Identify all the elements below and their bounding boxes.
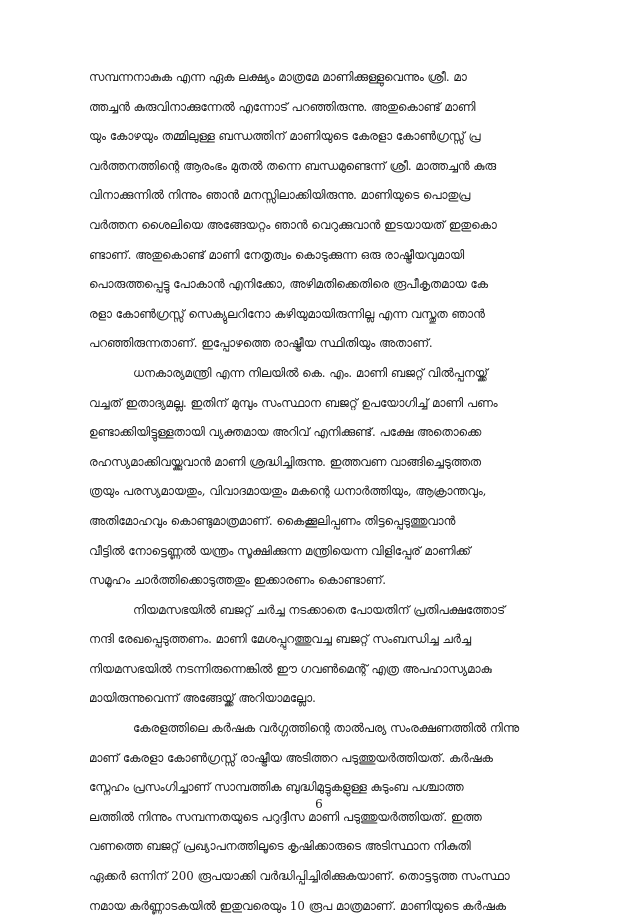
text-line: രഹസ്യമാക്കിവയ്ക്കുവാൻ മാണി ശ്രദ്ധിച്ചിരുന്നു. ഇത്തവണ വാങ്ങിച്ചെടുത്തത: [89, 454, 481, 469]
text-line: യും കോഴയും തമ്മിലുള്ള ബന്ധത്തിന് മാണിയുടെ കേരളാ കോൺഗ്രസ്സ് പ്ര: [89, 129, 481, 144]
text-line: സമ്പന്നനാകുക എന്ന ഏക ലക്ഷ്യം മാത്രമേ മാണിക്കുള്ളുവെന്നും ശ്രീ. മാ: [89, 70, 467, 84]
text-line: നിയമസഭയിൽ ബജറ്റ് ചർച്ച നടക്കാതെ പോയതിന് പ്രതിപക്ഷത്തോട്: [133, 602, 506, 617]
text-line: നന്ദി രേഖപ്പെടുത്തണം. മാണി മേശപ്പുറത്തുവച്ച ബജറ്റ് സംബന്ധിച്ച ചർച്ച: [89, 632, 471, 647]
text-line: വണത്തെ ബജറ്റ് പ്രഖ്യാപനത്തിലൂടെ കൃഷിക്കാരുടെ അടിസ്ഥാന നികുതി: [89, 839, 471, 854]
text-line: സ്നേഹം പ്രസംഗിച്ചാണ് സാമ്പത്തിക ബുദ്ധിമുട്ടുകളുള്ള കുടുംബ പശ്ചാത്ത: [89, 780, 464, 795]
text-line: നിയമസഭയിൽ നടന്നിരുന്നെങ്കിൽ ഈ ഗവൺമെന്റ് എത്ര അപഹാസ്യമാകു: [89, 661, 492, 676]
text-line: ത്രയും പരസ്യമായതും, വിവാദമായതും മകന്റെ ധനാർത്തിയും, ആക്രാന്തവും,: [89, 484, 487, 499]
text-line: ഏക്കർ ഒന്നിന് 200 രൂപയാക്കി വർദ്ധിപ്പിച്ചിരിക്കുകയാണ്. തൊട്ടടുത്ത സംസ്ഥാ: [89, 869, 510, 884]
text-line: ണ്ടാണ്. അതുകൊണ്ട് മാണി നേതൃത്വം കൊടുക്കുന്ന ഒരു രാഷ്ട്രീയവുമായി: [89, 247, 465, 262]
text-line: പറഞ്ഞിരുന്നതാണ്. ഇപ്പോഴത്തെ രാഷ്ട്രീയ സ്ഥിതിയും അതാണ്.: [89, 336, 433, 351]
text-line: രളാ കോൺഗ്രസ്സ് സെക്യുലറിനോ കഴിയുമായിരുന്നില്ല എന്ന വസ്തുത ഞാൻ: [89, 306, 485, 321]
text-line: വിനാക്കുന്നിൽ നിന്നും ഞാൻ മനസ്സിലാക്കിയിരുന്നു. മാണിയുടെ പൊതുപ്ര: [89, 188, 471, 203]
text-line: ഉണ്ടാക്കിയിട്ടുള്ളതായി വ്യക്തമായ അറിവ് എനിക്കുണ്ട്. പക്ഷേ അതൊക്കെ: [89, 425, 482, 440]
text-line: അതിമോഹവും കൊണ്ടുമാത്രമാണ്. കൈക്കൂലിപ്പണം തിട്ടപ്പെടുത്തുവാൻ: [89, 513, 456, 528]
text-line: ലത്തിൽ നിന്നും സമ്പന്നതയുടെ പറുദ്ദീസ മാണി പടുത്തുയർത്തിയത്. ഇത്ത: [89, 809, 482, 824]
text-line: പൊരുത്തപ്പെട്ടു പോകാൻ എനിക്കോ, അഴിമതിക്കെതിരെ രൂപീകൃതമായ കേ: [89, 277, 488, 292]
text-line: ധനകാര്യമന്ത്രി എന്ന നിലയിൽ കെ. എം. മാണി ബജറ്റ് വിൽപ്പനയ്ക്ക്: [133, 365, 488, 380]
text-line: മായിരുന്നുവെന്ന് അങ്ങേയ്ക്ക് അറിയാമല്ലോ.: [89, 691, 316, 706]
text-line: കേരളത്തിലെ കർഷക വർഗ്ഗത്തിന്റെ താൽപര്യ സംരക്ഷണത്തിൽ നിന്നു: [133, 721, 519, 736]
text-line: സമൂഹം ചാർത്തിക്കൊടുത്തതും ഇക്കാരണം കൊണ്ടാണ്.: [89, 573, 387, 588]
page-number: 6: [315, 797, 323, 811]
body-text: [89, 63, 552, 921]
text-line: നമായ കർണ്ണാടകയിൽ ഇതുവരെയും 10 രൂപ മാത്രമാണ്. മാണിയുടെ കർഷക: [89, 898, 506, 913]
text-line: ത്തച്ചൻ കുരുവിനാക്കുന്നേൽ എന്നോട് പറഞ്ഞിരുന്നു. അതുകൊണ്ട് മാണി: [89, 99, 476, 114]
text-line: മാണ് കേരളാ കോൺഗ്രസ്സ് രാഷ്ട്രീയ അടിത്തറ പടുത്തുയർത്തിയത്. കർഷക: [89, 750, 493, 765]
text-line: വീട്ടിൽ നോട്ടെണ്ണൽ യന്ത്രം സൂക്ഷിക്കുന്ന മന്ത്രിയെന്ന വിളിപ്പേര് മാണിക്ക്: [89, 543, 471, 558]
text-line: വച്ചത് ഇതാദ്യമല്ല. ഇതിന് മുമ്പും സംസ്ഥാന ബജറ്റ് ഉപയോഗിച്ച് മാണി പണം: [89, 395, 498, 410]
text-line: വർത്തനത്തിന്റെ ആരംഭം മുതൽ തന്നെ ബന്ധമുണ്ടെന്ന് ശ്രീ. മാത്തച്ചൻ കുരു: [89, 158, 496, 173]
text-line: വർത്തന ശൈലിയെ അങ്ങേയറ്റം ഞാൻ വെറുക്കുവാൻ ഇടയായത് ഇതുകൊ: [89, 217, 497, 232]
